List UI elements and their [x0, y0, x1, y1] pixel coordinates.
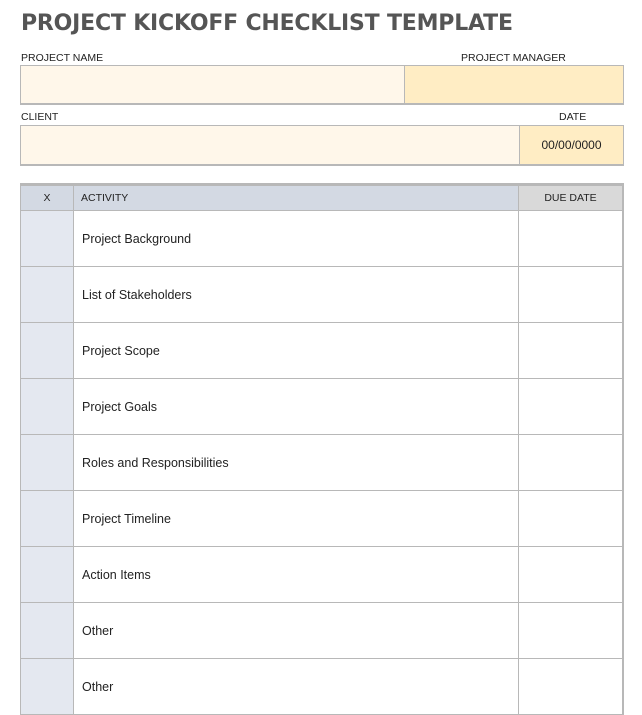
due-date-cell[interactable] [519, 267, 622, 322]
check-cell[interactable] [21, 491, 74, 546]
due-date-cell[interactable] [519, 379, 622, 434]
activity-cell[interactable]: Project Background [74, 211, 519, 266]
table-row [21, 659, 622, 715]
activity-cell[interactable]: Roles and Responsibilities [74, 435, 519, 490]
check-cell[interactable] [21, 379, 74, 434]
due-date-cell[interactable] [519, 603, 622, 658]
activity-cell[interactable]: List of Stakeholders [74, 267, 519, 322]
activity-cell[interactable]: Action Items [74, 547, 519, 602]
table-row [21, 323, 622, 379]
check-cell[interactable] [21, 267, 74, 322]
activity-cell[interactable]: Project Timeline [74, 491, 519, 546]
client-field[interactable] [21, 126, 519, 164]
table-row [21, 267, 622, 323]
table-row [21, 491, 622, 547]
check-cell[interactable] [21, 211, 74, 266]
check-cell[interactable] [21, 603, 74, 658]
due-date-cell[interactable] [519, 323, 622, 378]
due-date-cell[interactable] [519, 211, 622, 266]
header-check: X [21, 186, 74, 210]
check-cell[interactable] [21, 659, 74, 714]
due-date-cell[interactable] [519, 435, 622, 490]
project-manager-label: PROJECT MANAGER [461, 52, 566, 64]
table-row [21, 603, 622, 659]
header-due-date: DUE DATE [519, 186, 622, 210]
activity-cell[interactable]: Project Goals [74, 379, 519, 434]
table-row [21, 547, 622, 603]
checklist-table [20, 183, 624, 715]
table-row [21, 379, 622, 435]
project-manager-field[interactable] [405, 66, 623, 103]
project-name-field[interactable] [21, 66, 405, 103]
client-label: CLIENT [21, 111, 59, 123]
activity-cell[interactable]: Project Scope [74, 323, 519, 378]
project-info-row [20, 65, 624, 105]
activity-cell[interactable]: Other [74, 659, 519, 714]
due-date-cell[interactable] [519, 547, 622, 602]
date-field[interactable]: 00/00/0000 [519, 126, 623, 164]
table-header-row [21, 186, 622, 211]
check-cell[interactable] [21, 323, 74, 378]
table-row [21, 435, 622, 491]
client-info-row [20, 125, 624, 166]
table-row [21, 211, 622, 267]
header-activity: ACTIVITY [74, 186, 519, 210]
activity-cell[interactable]: Other [74, 603, 519, 658]
due-date-cell[interactable] [519, 491, 622, 546]
check-cell[interactable] [21, 435, 74, 490]
check-cell[interactable] [21, 547, 74, 602]
project-name-label: PROJECT NAME [21, 52, 104, 64]
page-title: PROJECT KICKOFF CHECKLIST TEMPLATE [21, 11, 513, 36]
date-label: DATE [559, 111, 587, 123]
due-date-cell[interactable] [519, 659, 622, 714]
